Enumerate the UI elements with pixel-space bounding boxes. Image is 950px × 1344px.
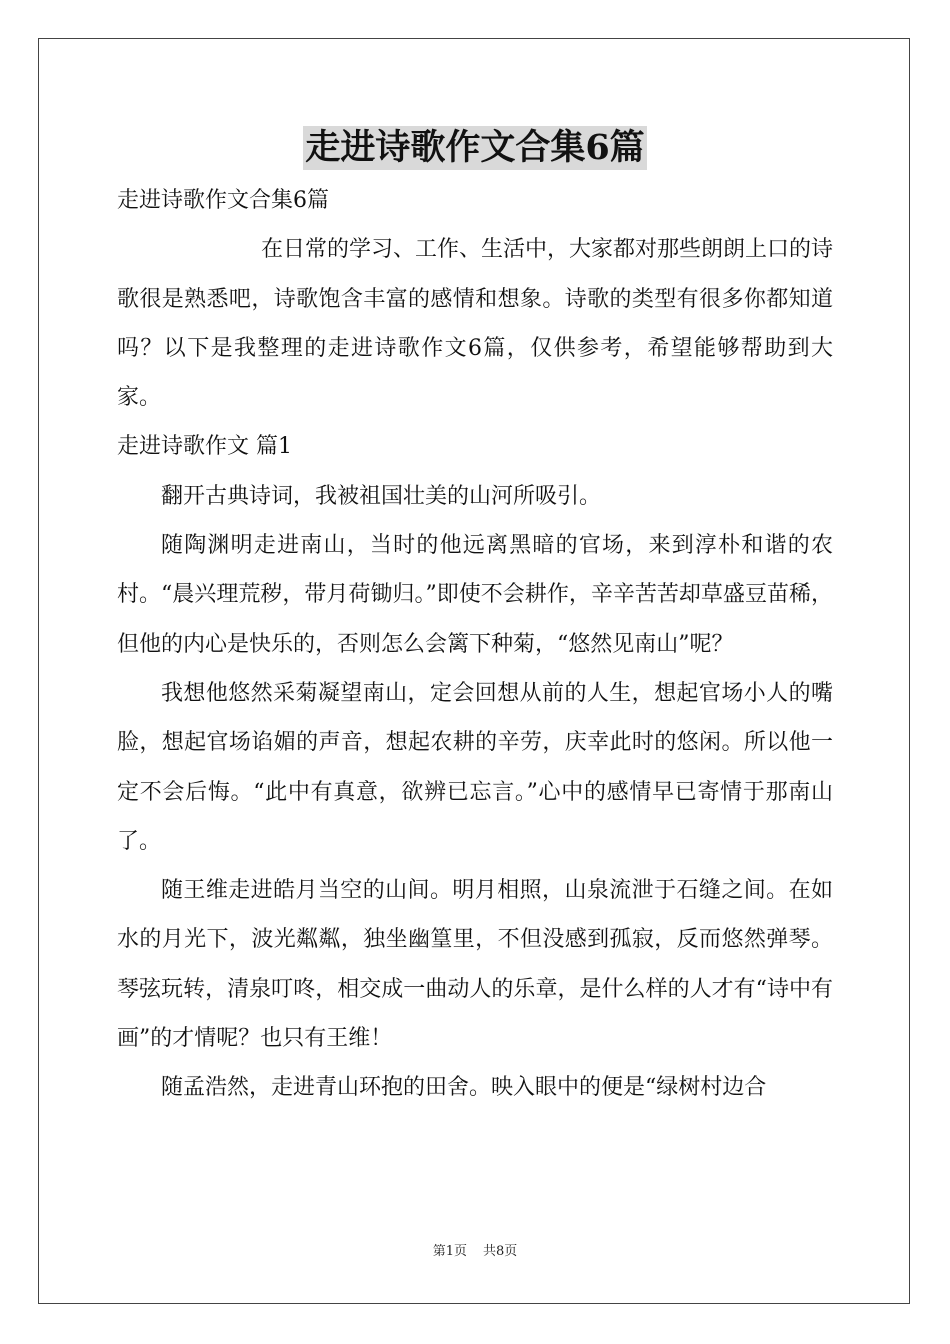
body-paragraph: 翻开古典诗词，我被祖国壮美的山河所吸引。 — [161, 483, 602, 509]
document-subtitle: 走进诗歌作文合集6篇 — [117, 188, 329, 213]
page-footer — [0, 1243, 950, 1261]
page-number-total: 共8页 — [483, 1244, 518, 1259]
page-number-current: 第1页 — [432, 1244, 467, 1259]
body-paragraph: 随孟浩然，走进青山环抱的田舍。映入眼中的便是“绿树村边合 — [161, 1075, 767, 1101]
document-body — [117, 176, 833, 1113]
intro-paragraph: 在日常的学习、工作、生活中，大家都对那些朗朗上口的诗歌很是熟悉吧，诗歌饱含丰富的感情和想象。诗歌的类型有很多你都知道吗？以下是我整理的走进诗歌作文6篇，仅供参考，希望能够帮助到大家。 — [117, 237, 834, 411]
title-container — [0, 126, 950, 170]
section-heading: 走进诗歌作文 篇1 — [117, 434, 292, 460]
body-paragraph: 随陶渊明走进南山，当时的他远离黑暗的官场，来到淳朴和谐的农村。“晨兴理荒秽，带月荷锄归。”即使不会耕作，辛辛苦苦却草盛豆苗稀，但他的内心是快乐的，否则怎么会篱下种菊，“悠然见南山”呢？ — [117, 533, 833, 657]
body-paragraph: 随王维走进皓月当空的山间。明月相照，山泉流泄于石缝之间。在如水的月光下，波光粼粼，独坐幽篁里，不但没感到孤寂，反而悠然弹琴。琴弦玩转，清泉叮咚，相交成一曲动人的乐章，是什么样的人才有“诗中有画”的才情呢？也只有王维！ — [117, 878, 833, 1052]
document-title: 走进诗歌作文合集6篇 — [305, 127, 645, 168]
body-paragraph: 我想他悠然采菊凝望南山，定会回想从前的人生，想起官场小人的嘴脸，想起官场谄媚的声音，想起农耕的辛劳，庆幸此时的悠闲。所以他一定不会后悔。“此中有真意，欲辨已忘言。”心中的感情早已寄情于那南山了。 — [117, 680, 833, 854]
